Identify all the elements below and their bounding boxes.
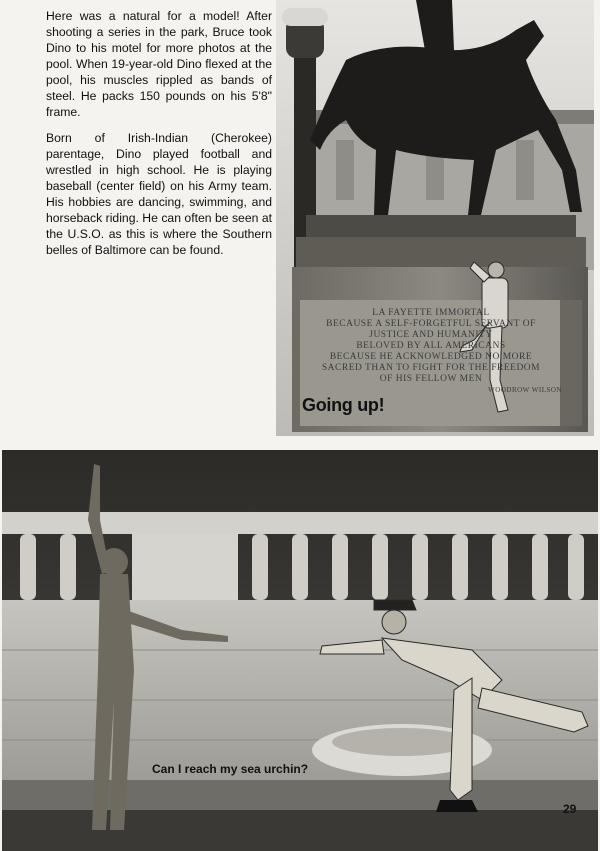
inscription-line: JUSTICE AND HUMANITY <box>369 330 493 340</box>
article-paragraph: Here was a natural for a model! After shooting a series in the park, Bruce took Dino to his motel for more photos at the pool. When 19-year-old Dino flexed at the pool, his muscles rippled as bands of steel. He packs 150 pounds on his 5'8" frame. <box>46 9 272 119</box>
article-text <box>46 8 272 268</box>
inscription-line: BECAUSE HE ACKNOWLEDGED NO MORE <box>329 352 533 362</box>
photo-caption-going-up: Going up! <box>302 395 385 415</box>
inscription-line: SACRED THAN TO FIGHT FOR THE FREEDOM <box>321 363 541 373</box>
photo-caption-sea-urchin: Can I reach my sea urchin? <box>152 762 309 776</box>
fountain-photo <box>2 450 598 851</box>
inscription-line: LA FAYETTE IMMORTAL <box>372 308 490 318</box>
inscription-line: BELOVED BY ALL AMERICANS <box>356 341 506 351</box>
article-paragraph: Born of Irish-Indian (Cherokee) parentage, Dino played football and wrestled in high school. He is playing baseball (center field) on his Army team. His hobbies are dancing, swimming, and horseback riding. He can often be seen at the U.S.O. as this is where the Southern belles of Baltimore can be found. <box>46 131 272 257</box>
inscription-line: OF HIS FELLOW MEN <box>379 374 483 384</box>
inscription-line: WOODROW WILSON <box>488 386 562 394</box>
fountain-photo-illustration <box>2 450 598 851</box>
monument-inscription <box>300 308 562 396</box>
page-number: 29 <box>563 802 577 816</box>
inscription-line: BECAUSE A SELF-FORGETFUL SERVANT OF <box>326 319 536 329</box>
